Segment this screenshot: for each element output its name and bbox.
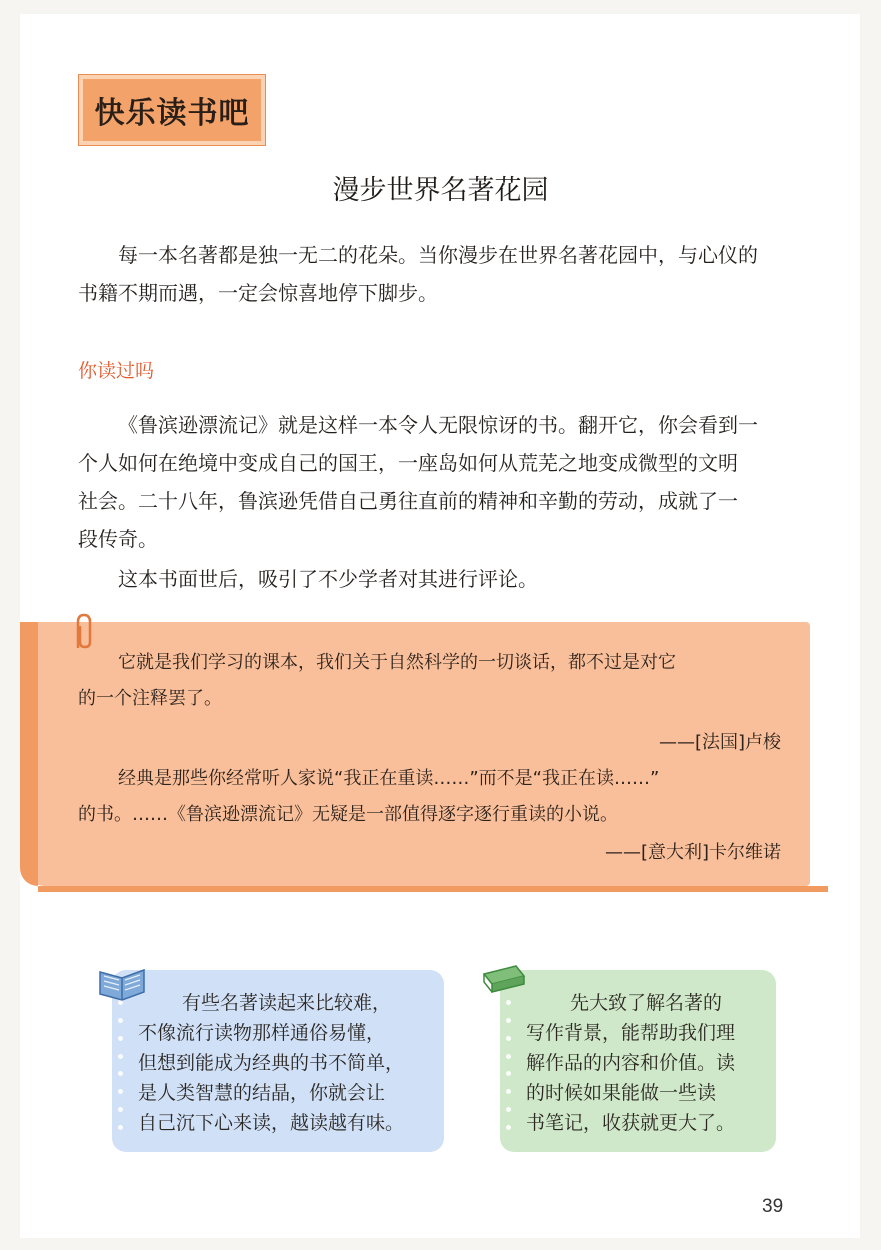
page-number: 39 <box>762 1196 784 1217</box>
body-line: 段传奇。 <box>78 527 158 551</box>
body-line: 《鲁滨逊漂流记》就是这样一本令人无限惊讶的书。翻开它，你会看到一 <box>118 413 758 437</box>
page-title: 漫步世界名著花园 <box>332 175 549 206</box>
banner-title: 快乐读书吧 <box>94 96 250 131</box>
note-green-line: 写作背景，能帮助我们理 <box>526 1022 736 1044</box>
quote-1-source: ——[法国]卢梭 <box>658 732 781 753</box>
section-heading: 你读过吗 <box>78 360 155 382</box>
note-blue-line: 有些名著读起来比较难， <box>182 992 392 1014</box>
note-green-line: 书笔记，收获就更大了。 <box>526 1112 736 1134</box>
intro-line: 书籍不期而遇，一定会惊喜地停下脚步。 <box>78 281 438 305</box>
note-binding <box>506 1000 512 1130</box>
quote-2-line: 经典是那些你经常听人家说“我正在重读……”而不是“我正在读……” <box>118 768 660 789</box>
note-blue-line: 是人类智慧的结晶，你就会让 <box>138 1082 386 1104</box>
paperclip-icon <box>70 612 96 652</box>
note-green-line: 先大致了解名著的 <box>570 992 723 1014</box>
note-green-line: 解作品的内容和价值。读 <box>526 1052 736 1074</box>
body-paragraph <box>78 406 800 598</box>
intro-line: 每一本名著都是独一无二的花朵。当你漫步在世界名著花园中，与心仪的 <box>118 243 758 267</box>
quote-1-line: 的一个注释罢了。 <box>78 688 222 709</box>
note-blue-line: 不像流行读物那样通俗易懂， <box>138 1022 386 1044</box>
body-line: 社会。二十八年，鲁滨逊凭借自己勇往直前的精神和辛勤的劳动，成就了一 <box>78 489 738 513</box>
quote-2-source: ——[意大利]卡尔维诺 <box>604 842 781 863</box>
open-book-icon <box>96 962 148 1002</box>
note-binding <box>118 1000 124 1130</box>
quote-1-line: 它就是我们学习的课本，我们关于自然科学的一切谈话，都不过是对它 <box>118 652 676 673</box>
note-green-line: 的时候如果能做一些读 <box>526 1082 717 1104</box>
note-blue-line: 自己沉下心来读，越读越有味。 <box>138 1112 405 1134</box>
quote-2-line: 的书。……《鲁滨逊漂流记》无疑是一部值得逐字逐行重读的小说。 <box>78 804 618 825</box>
note-blue-line: 但想到能成为经典的书不简单， <box>138 1052 405 1074</box>
body-line: 个人如何在绝境中变成自己的国王，一座岛如何从荒芜之地变成微型的文明 <box>78 451 738 475</box>
intro-paragraph <box>78 236 800 312</box>
section-banner <box>78 74 266 146</box>
body-line: 这本书面世后，吸引了不少学者对其进行评论。 <box>118 567 538 591</box>
books-icon <box>480 960 530 998</box>
